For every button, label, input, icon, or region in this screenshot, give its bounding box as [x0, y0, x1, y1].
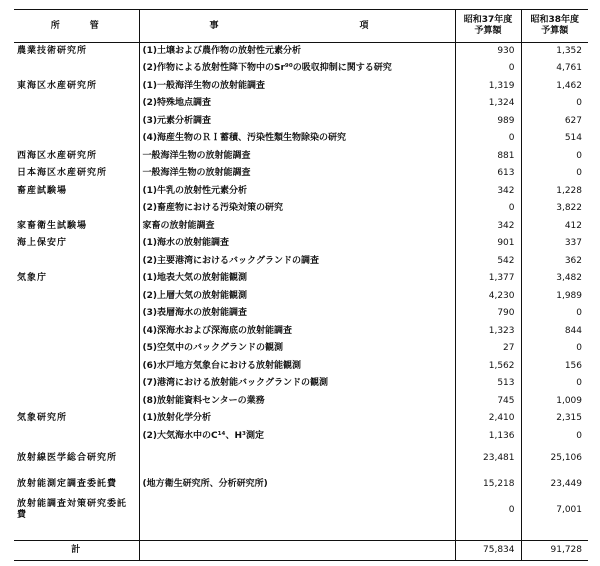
table-row	[14, 78, 588, 96]
org-cell	[14, 375, 139, 393]
table-row	[14, 323, 588, 341]
fy38-cell: 25,106	[550, 452, 582, 463]
fy38-cell: 412	[564, 220, 582, 231]
header-fy37-year: 昭和37年度	[463, 14, 513, 25]
item-cell: (2)上層大気の放射能観測	[139, 288, 455, 306]
fy37-cell: 1,324	[455, 95, 521, 113]
spacer-cell	[14, 523, 139, 541]
fy37-cell: 4,230	[455, 288, 521, 306]
fy38-cell: 844	[564, 325, 582, 336]
fy37-cell: 1,323	[455, 323, 521, 341]
fy37-cell: 0	[455, 130, 521, 148]
fy38-cell: 0	[576, 168, 582, 179]
spacer-cell	[521, 523, 588, 541]
fy37-cell: 930	[455, 43, 521, 61]
header-fy38-year: 昭和38年度	[530, 14, 580, 25]
table-row	[14, 288, 588, 306]
item-cell: (2)特殊地点調査	[139, 95, 455, 113]
item-cell: (1)一般海洋生物の放射能調査	[139, 78, 455, 96]
header-item-part-2: 項	[359, 20, 369, 31]
org-cell: 放射能測定調査委託費	[14, 471, 139, 497]
fy38-cell: 1,462	[556, 80, 582, 91]
fy38-cell: 1,009	[556, 395, 582, 406]
org-cell	[14, 428, 139, 446]
item-cell: 一般海洋生物の放射能調査	[139, 148, 455, 166]
fy37-cell: 745	[455, 393, 521, 411]
org-cell	[14, 288, 139, 306]
item-cell: (7)港湾における放射能バックグランドの観測	[139, 375, 455, 393]
header-fy37-label: 予算額	[474, 26, 502, 36]
total-item-empty	[139, 541, 455, 561]
header-row	[14, 10, 588, 43]
table-row	[14, 148, 588, 166]
header-item	[139, 10, 455, 43]
item-cell: (1)放射化学分析	[139, 410, 455, 428]
fy38-cell: 514	[564, 133, 582, 144]
fy38-cell: 23,449	[550, 478, 582, 489]
table-row	[14, 253, 588, 271]
org-cell	[14, 253, 139, 271]
table-row	[14, 270, 588, 288]
org-cell: 家畜衛生試験場	[14, 218, 139, 236]
fy37-cell: 901	[455, 235, 521, 253]
org-cell	[14, 95, 139, 113]
org-cell: 放射能調査対策研究委託費	[14, 497, 139, 523]
fy37-cell: 342	[455, 183, 521, 201]
table-row	[14, 235, 588, 253]
total-fy37: 75,834	[455, 541, 521, 561]
item-cell: (2)主要港湾におけるバックグランドの調査	[139, 253, 455, 271]
fy38-cell: 156	[564, 360, 582, 371]
item-cell: (5)空気中のバックグランドの観測	[139, 340, 455, 358]
fy37-cell: 1,136	[455, 428, 521, 446]
fy38-cell: 0	[576, 98, 582, 109]
table-row	[14, 43, 588, 61]
item-cell: 家畜の放射能調査	[139, 218, 455, 236]
org-cell	[14, 60, 139, 78]
table-row	[14, 60, 588, 78]
item-cell: (8)放射能資料センターの業務	[139, 393, 455, 411]
table-row	[14, 165, 588, 183]
org-cell	[14, 113, 139, 131]
fy38-cell: 362	[564, 255, 582, 266]
fy37-cell: 0	[455, 497, 521, 523]
fy37-cell: 1,319	[455, 78, 521, 96]
fy38-cell: 4,761	[556, 63, 582, 74]
header-org: 所管	[14, 10, 139, 43]
table-row	[14, 113, 588, 131]
spacer-cell	[139, 523, 455, 541]
fy38-cell: 0	[576, 150, 582, 161]
org-cell: 気象庁	[14, 270, 139, 288]
org-cell: 放射線医学総合研究所	[14, 445, 139, 471]
fy37-cell: 0	[455, 200, 521, 218]
org-cell: 畜産試験場	[14, 183, 139, 201]
table-row	[14, 375, 588, 393]
table-row	[14, 410, 588, 428]
item-cell: (1)地表大気の放射能観測	[139, 270, 455, 288]
item-cell	[139, 497, 455, 523]
org-cell: 海上保安庁	[14, 235, 139, 253]
table-row	[14, 497, 588, 523]
fy37-cell: 790	[455, 305, 521, 323]
fy37-cell: 513	[455, 375, 521, 393]
fy37-cell: 0	[455, 60, 521, 78]
table-row	[14, 445, 588, 471]
item-cell	[139, 445, 455, 471]
fy38-cell: 627	[564, 115, 582, 126]
item-cell: (2)大気海水中のC¹⁴、H³測定	[139, 428, 455, 446]
fy37-cell: 27	[455, 340, 521, 358]
item-cell: (4)深海水および深海底の放射能調査	[139, 323, 455, 341]
fy37-cell: 2,410	[455, 410, 521, 428]
fy37-cell: 542	[455, 253, 521, 271]
table-row	[14, 393, 588, 411]
fy38-cell: 0	[576, 378, 582, 389]
table-row	[14, 358, 588, 376]
fy37-cell: 1,562	[455, 358, 521, 376]
item-cell: (地方衛生研究所、分析研究所)	[139, 471, 455, 497]
fy38-cell: 0	[576, 343, 582, 354]
spacer-row	[14, 523, 588, 541]
header-fy38	[521, 10, 588, 43]
org-cell	[14, 200, 139, 218]
table-row	[14, 471, 588, 497]
header-fy38-label: 予算額	[541, 26, 569, 36]
org-cell	[14, 323, 139, 341]
org-cell	[14, 393, 139, 411]
item-cell: (1)海水の放射能調査	[139, 235, 455, 253]
total-row	[14, 541, 588, 561]
fy38-cell: 1,989	[556, 290, 582, 301]
org-cell	[14, 130, 139, 148]
fy37-cell: 989	[455, 113, 521, 131]
item-cell: (3)表層海水の放射能調査	[139, 305, 455, 323]
fy38-cell: 337	[564, 238, 582, 249]
header-item-part-1: 事	[209, 20, 219, 31]
table-row	[14, 200, 588, 218]
org-cell	[14, 340, 139, 358]
table-row	[14, 428, 588, 446]
table-row	[14, 340, 588, 358]
fy37-cell: 1,377	[455, 270, 521, 288]
org-cell	[14, 305, 139, 323]
org-cell: 西海区水産研究所	[14, 148, 139, 166]
table-row	[14, 305, 588, 323]
total-label: 計	[14, 541, 139, 561]
fy38-cell: 0	[576, 430, 582, 441]
org-cell: 気象研究所	[14, 410, 139, 428]
fy37-cell: 881	[455, 148, 521, 166]
org-cell: 農業技術研究所	[14, 43, 139, 61]
fy38-cell: 1,228	[556, 185, 582, 196]
budget-table	[14, 9, 588, 561]
item-cell: (2)畜産物における汚染対策の研究	[139, 200, 455, 218]
table-row	[14, 218, 588, 236]
item-cell: (6)水戸地方気象台における放射能観測	[139, 358, 455, 376]
fy38-cell: 1,352	[556, 46, 582, 56]
item-cell: (1)牛乳の放射性元素分析	[139, 183, 455, 201]
table-row	[14, 95, 588, 113]
item-cell: (2)作物による放射性降下物中のSr⁹⁰の吸収抑制に関する研究	[139, 60, 455, 78]
total-fy38: 91,728	[521, 541, 588, 561]
header-fy37	[455, 10, 521, 43]
item-cell: 一般海洋生物の放射能調査	[139, 165, 455, 183]
fy38-cell: 3,822	[556, 203, 582, 214]
org-cell	[14, 358, 139, 376]
fy38-cell: 2,315	[556, 413, 582, 424]
item-cell: (3)元素分析調査	[139, 113, 455, 131]
table-row	[14, 130, 588, 148]
org-cell: 日本海区水産研究所	[14, 165, 139, 183]
fy37-cell: 342	[455, 218, 521, 236]
item-cell: (4)海産生物のＲＩ蓄積、汚染性類生物除染の研究	[139, 130, 455, 148]
fy38-cell: 0	[576, 308, 582, 319]
fy38-cell: 7,001	[556, 504, 582, 515]
table-row	[14, 183, 588, 201]
fy38-cell: 3,482	[556, 273, 582, 284]
fy37-cell: 15,218	[455, 471, 521, 497]
fy37-cell: 23,481	[455, 445, 521, 471]
spacer-cell	[455, 523, 521, 541]
fy37-cell: 613	[455, 165, 521, 183]
org-cell: 東海区水産研究所	[14, 78, 139, 96]
item-cell: (1)土壌および農作物の放射性元素分析	[139, 43, 455, 61]
